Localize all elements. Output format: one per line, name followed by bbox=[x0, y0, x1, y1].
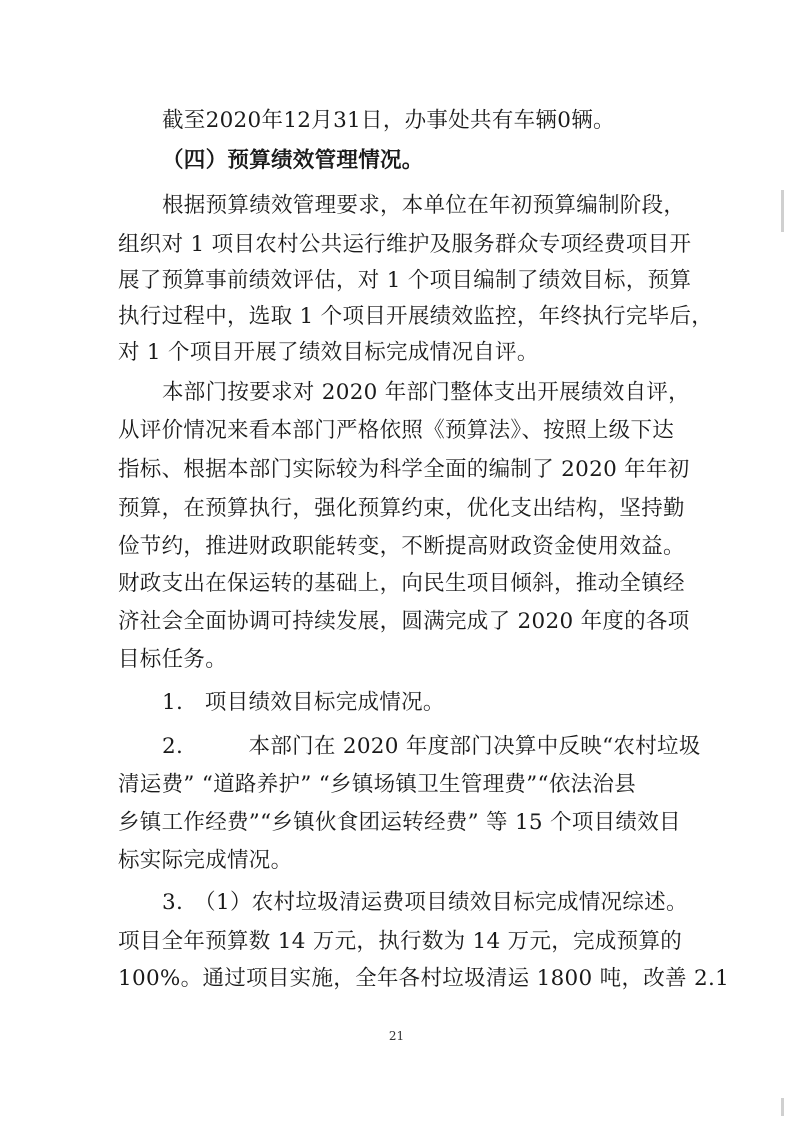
text-line: 俭节约，推进财政职能转变，不断提高财政资金使用效益。 bbox=[118, 534, 685, 559]
list-item: 1. 项目绩效目标完成情况。 bbox=[162, 690, 445, 715]
text-line: 根据预算绩效管理要求，本单位在年初预算编制阶段， bbox=[162, 193, 686, 218]
text-line: 执行过程中，选取 1 个项目开展绩效监控，年终执行完毕后， bbox=[118, 304, 714, 329]
text-line: 项目全年预算数 14 万元，执行数为 14 万元，完成预算的 bbox=[118, 929, 683, 954]
text-line: 财政支出在保运转的基础上，向民生项目倾斜，推动全镇经 bbox=[118, 571, 685, 596]
text-line: 组织对 1 项目农村公共运行维护及服务群众专项经费项目开 bbox=[118, 232, 692, 257]
text-line: 100%。通过项目实施，全年各村垃圾清运 1800 吨，改善 2.1 bbox=[118, 966, 730, 991]
list-item: 3. （1）农村垃圾清运费项目绩效目标完成情况综述。 bbox=[162, 890, 688, 915]
text-line: 乡镇工作经费”“乡镇伙食团运转经费” 等 15 个项目绩效目 bbox=[118, 810, 681, 835]
text-line: 从评价情况来看本部门严格依照《预算法》、按照上级下达 bbox=[118, 418, 675, 443]
scan-edge-mark bbox=[781, 190, 784, 232]
text-line: 济社会全面协调可持续发展，圆满完成了 2020 年度的各项 bbox=[118, 609, 690, 634]
text-line: 清运费” “道路养护” “乡镇场镇卫生管理费”“依法治县 bbox=[118, 772, 637, 797]
text-line: 预算，在预算执行，强化预算约束，优化支出结构，坚持勤 bbox=[118, 496, 685, 521]
text-line: 对 1 个项目开展了绩效目标完成情况自评。 bbox=[118, 340, 539, 365]
scan-edge-mark bbox=[781, 1098, 784, 1116]
text-line: 目标任务。 bbox=[118, 647, 228, 672]
text-line: 截至2020年12月31日，办事处共有车辆0辆。 bbox=[162, 108, 615, 133]
list-item: 2. 本部门在 2020 年度部门决算中反映“农村垃圾 bbox=[162, 734, 701, 759]
text-line: 本部门按要求对 2020 年部门整体支出开展绩效自评， bbox=[162, 380, 690, 405]
text-line: 标实际完成情况。 bbox=[118, 848, 293, 873]
text-line: 指标、根据本部门实际较为科学全面的编制了 2020 年年初 bbox=[118, 457, 690, 482]
page-number: 21 bbox=[388, 1029, 405, 1043]
section-heading: （四）预算绩效管理情况。 bbox=[162, 148, 424, 173]
text-line: 展了预算事前绩效评估，对 1 个项目编制了绩效目标，预算 bbox=[118, 268, 692, 293]
